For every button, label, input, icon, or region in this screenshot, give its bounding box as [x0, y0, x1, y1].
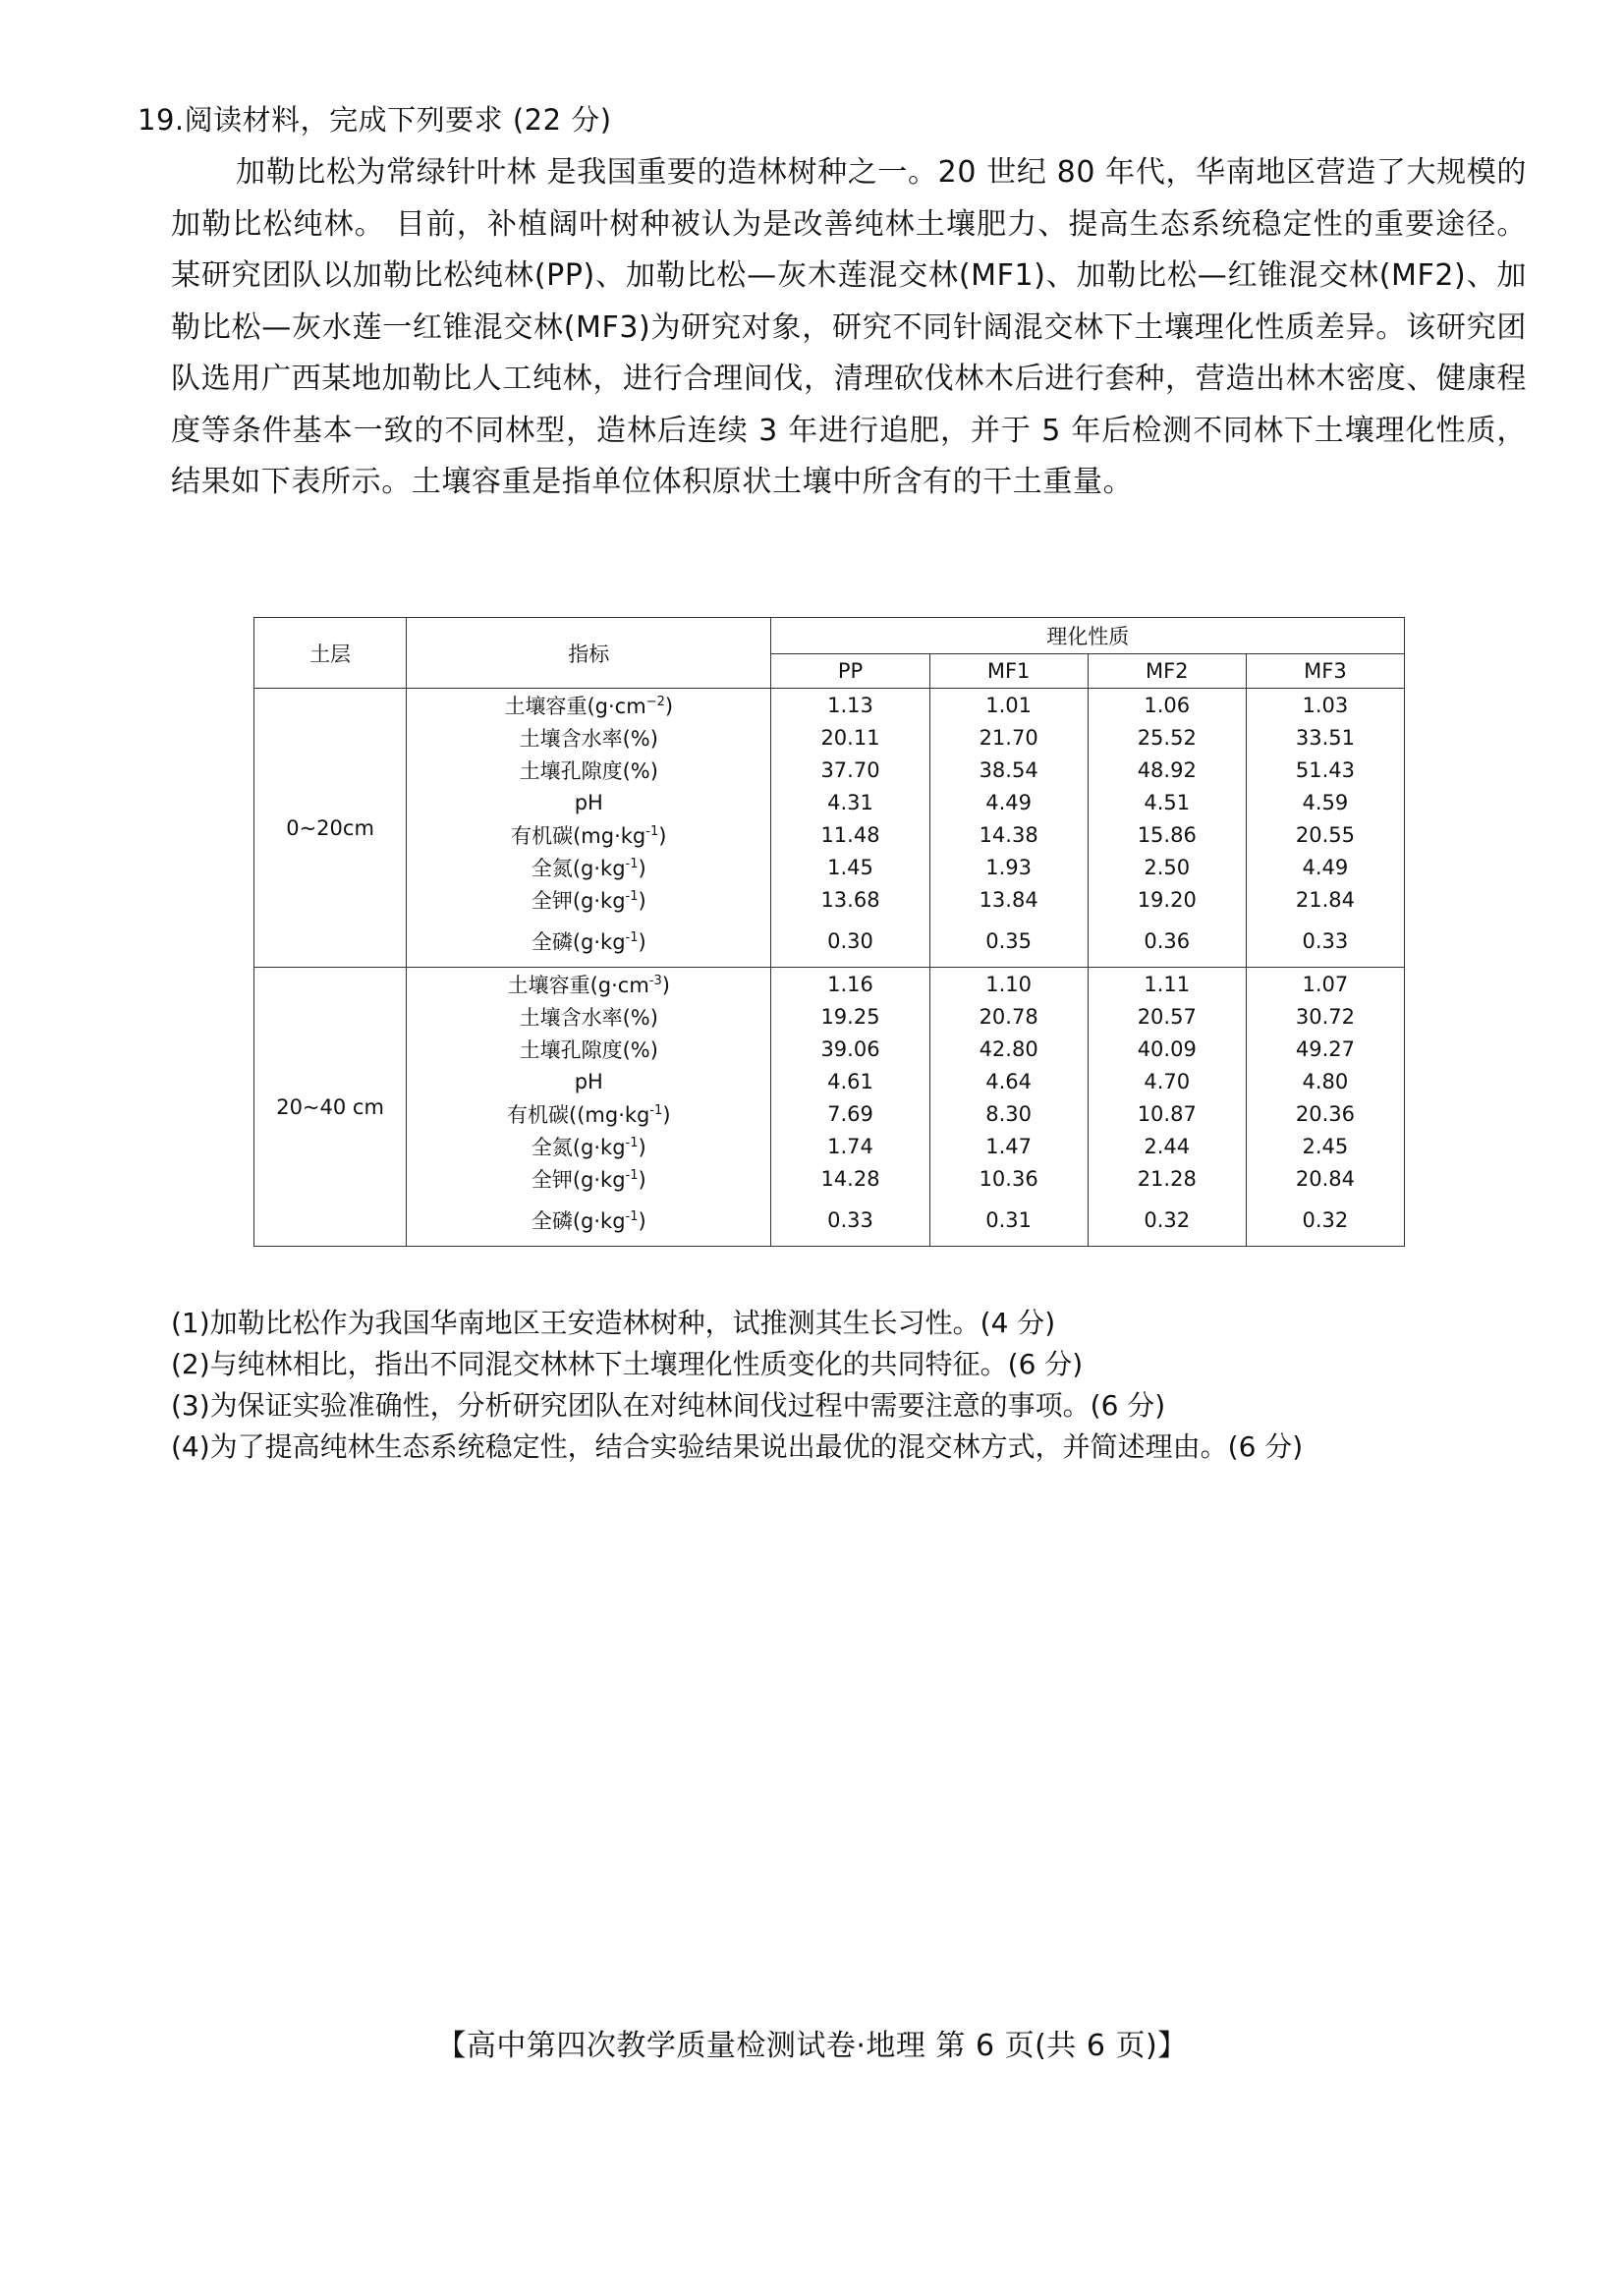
table-row: [254, 851, 1405, 883]
indicator-name: 全钾(g·kg: [531, 1167, 626, 1192]
value-cell-pp: 1.74: [771, 1130, 929, 1162]
value-cell-mf1: 1.01: [929, 689, 1088, 722]
value-cell-pp: 11.48: [771, 818, 929, 851]
indicator-unit-close: ): [638, 1209, 646, 1233]
value-cell-mf2: 10.87: [1088, 1097, 1246, 1130]
header-group: 理化性质: [771, 618, 1405, 654]
value-cell-mf1: 4.64: [929, 1065, 1088, 1097]
table-body: [254, 689, 1405, 1247]
value-cell-mf2: 20.57: [1088, 1000, 1246, 1033]
indicator-cell: [407, 968, 771, 1001]
layer-cell: 20~40 cm: [254, 968, 407, 1247]
indicator-name: 全磷(g·kg: [531, 930, 626, 954]
value-cell-mf2: 2.50: [1088, 851, 1246, 883]
value-cell-mf3: 1.07: [1246, 968, 1404, 1001]
table-row: [254, 1195, 1405, 1247]
header-col-mf2: MF2: [1088, 654, 1246, 689]
value-cell-mf3: 20.84: [1246, 1162, 1404, 1195]
value-cell-mf3: 21.84: [1246, 883, 1404, 916]
indicator-unit-close: ): [638, 888, 646, 913]
value-cell-mf2: 48.92: [1088, 754, 1246, 786]
header-layer: 土层: [254, 618, 407, 689]
question-list: [171, 1303, 1303, 1468]
value-cell-mf3: 4.49: [1246, 851, 1404, 883]
value-cell-mf3: 4.59: [1246, 786, 1404, 818]
value-cell-pp: 19.25: [771, 1000, 929, 1033]
indicator-unit-exponent: -1: [625, 1167, 639, 1183]
value-cell-mf2: 0.32: [1088, 1195, 1246, 1247]
value-cell-mf1: 38.54: [929, 754, 1088, 786]
indicator-name: 土壤含水率(%): [519, 1005, 658, 1030]
table-row: [254, 689, 1405, 722]
question-item-4: (4)为了提高纯林生态系统稳定性，结合实验结果说出最优的混交林方式，并简述理由。(6 分): [171, 1430, 1304, 1463]
indicator-unit-close: ): [638, 1135, 646, 1159]
value-cell-mf2: 4.51: [1088, 786, 1246, 818]
indicator-name: pH: [574, 1069, 603, 1093]
value-cell-mf3: 49.27: [1246, 1033, 1404, 1065]
value-cell-mf1: 14.38: [929, 818, 1088, 851]
value-cell-mf2: 21.28: [1088, 1162, 1246, 1195]
value-cell-pp: 1.13: [771, 689, 929, 722]
value-cell-mf1: 0.35: [929, 916, 1088, 968]
value-cell-pp: 4.31: [771, 786, 929, 818]
table-row: [254, 1162, 1405, 1195]
indicator-unit-exponent: -1: [625, 1135, 639, 1150]
value-cell-mf1: 1.93: [929, 851, 1088, 883]
value-cell-pp: 0.33: [771, 1195, 929, 1247]
indicator-unit-exponent: -1: [625, 856, 639, 871]
indicator-name: 全氮(g·kg: [531, 1135, 626, 1159]
indicator-cell: [407, 851, 771, 883]
indicator-cell: [407, 1195, 771, 1247]
indicator-cell: [407, 689, 771, 722]
header-col-mf1: MF1: [929, 654, 1088, 689]
indicator-cell: [407, 1033, 771, 1065]
value-cell-pp: 37.70: [771, 754, 929, 786]
indicator-name: 有机碳((mg·kg: [507, 1102, 650, 1127]
indicator-unit-exponent: -1: [625, 888, 639, 904]
indicator-unit-exponent: -1: [625, 1209, 639, 1224]
table-row: [254, 818, 1405, 851]
value-cell-mf1: 1.47: [929, 1130, 1088, 1162]
indicator-cell: [407, 883, 771, 916]
indicator-name: 土壤容重(g·cm: [504, 694, 646, 718]
indicator-unit-close: ): [638, 1167, 646, 1192]
question-item-3: (3)为保证实验准确性，分析研究团队在对纯林间伐过程中需要注意的事项。(6 分): [171, 1389, 1166, 1422]
value-cell-mf2: 0.36: [1088, 916, 1246, 968]
indicator-unit-exponent: -1: [625, 930, 639, 945]
table-row: [254, 883, 1405, 916]
value-cell-mf3: 2.45: [1246, 1130, 1404, 1162]
table-row: [254, 1130, 1405, 1162]
value-cell-mf3: 0.32: [1246, 1195, 1404, 1247]
value-cell-pp: 20.11: [771, 721, 929, 754]
indicator-name: 全钾(g·kg: [531, 888, 626, 913]
indicator-unit-exponent: −2: [645, 694, 665, 709]
table-row: [254, 754, 1405, 786]
value-cell-mf2: 1.06: [1088, 689, 1246, 722]
indicator-name: 土壤容重(g·cm: [507, 973, 649, 997]
value-cell-pp: 7.69: [771, 1097, 929, 1130]
value-cell-mf1: 1.10: [929, 968, 1088, 1001]
value-cell-mf1: 42.80: [929, 1033, 1088, 1065]
value-cell-mf1: 10.36: [929, 1162, 1088, 1195]
indicator-name: 全氮(g·kg: [531, 856, 626, 880]
value-cell-mf3: 51.43: [1246, 754, 1404, 786]
value-cell-mf2: 19.20: [1088, 883, 1246, 916]
indicator-unit-exponent: -1: [649, 1102, 663, 1118]
indicator-name: 全磷(g·kg: [531, 1209, 626, 1233]
indicator-name: 土壤孔隙度(%): [519, 1037, 658, 1062]
value-cell-mf1: 0.31: [929, 1195, 1088, 1247]
indicator-cell: [407, 818, 771, 851]
indicator-unit-close: ): [664, 694, 674, 718]
indicator-cell: [407, 1162, 771, 1195]
value-cell-pp: 39.06: [771, 1033, 929, 1065]
value-cell-pp: 4.61: [771, 1065, 929, 1097]
table-row: [254, 1065, 1405, 1097]
indicator-unit-exponent: -3: [648, 973, 662, 988]
indicator-cell: [407, 1130, 771, 1162]
table-row: [254, 916, 1405, 968]
value-cell-mf2: 25.52: [1088, 721, 1246, 754]
value-cell-mf1: 4.49: [929, 786, 1088, 818]
value-cell-mf2: 1.11: [1088, 968, 1246, 1001]
indicator-unit-close: ): [662, 1102, 671, 1127]
indicator-cell: [407, 1065, 771, 1097]
table-row: [254, 721, 1405, 754]
indicator-cell: [407, 1097, 771, 1130]
value-cell-mf2: 40.09: [1088, 1033, 1246, 1065]
indicator-name: 土壤孔隙度(%): [519, 758, 658, 783]
table-row: [254, 1033, 1405, 1065]
value-cell-mf2: 15.86: [1088, 818, 1246, 851]
indicator-unit-close: ): [638, 856, 646, 880]
indicator-unit-close: ): [658, 823, 667, 848]
value-cell-mf3: 20.36: [1246, 1097, 1404, 1130]
indicator-cell: [407, 721, 771, 754]
question-title: 19.阅读材料，完成下列要求 (22 分): [138, 103, 612, 137]
indicator-cell: [407, 754, 771, 786]
header-col-pp: PP: [771, 654, 929, 689]
indicator-name: pH: [574, 790, 603, 814]
value-cell-mf1: 20.78: [929, 1000, 1088, 1033]
value-cell-mf1: 21.70: [929, 721, 1088, 754]
table-row: [254, 1000, 1405, 1033]
value-cell-mf1: 13.84: [929, 883, 1088, 916]
header-col-mf3: MF3: [1246, 654, 1404, 689]
layer-cell: 0~20cm: [254, 689, 407, 968]
indicator-unit-close: ): [661, 973, 670, 997]
value-cell-mf3: 20.55: [1246, 818, 1404, 851]
value-cell-mf2: 2.44: [1088, 1130, 1246, 1162]
question-item-1: (1)加勒比松作为我国华南地区王安造林树种，试推测其生长习性。(4 分): [171, 1307, 1056, 1339]
value-cell-mf3: 33.51: [1246, 721, 1404, 754]
soil-properties-table: [253, 617, 1405, 1247]
table-row: [254, 1097, 1405, 1130]
value-cell-mf2: 4.70: [1088, 1065, 1246, 1097]
indicator-cell: [407, 916, 771, 968]
value-cell-pp: 1.16: [771, 968, 929, 1001]
indicator-cell: [407, 786, 771, 818]
value-cell-mf1: 8.30: [929, 1097, 1088, 1130]
value-cell-pp: 14.28: [771, 1162, 929, 1195]
value-cell-pp: 13.68: [771, 883, 929, 916]
indicator-unit-exponent: -1: [645, 823, 659, 839]
question-intro: 加勒比松为常绿针叶林 是我国重要的造林树种之一。20 世纪 80 年代，华南地区营造了大规模的加勒比松纯林。 目前，补植阔叶树种被认为是改善纯林土壤肥力、提高生态系统稳定性的重要途径。某研究团队以加勒比松纯林(PP)、加勒比松—灰木莲混交林(MF1)、加勒比松—红锥混交林(MF2)、加勒比松—灰水莲一红锥混交林(MF3)为研究对象，研究不同针阔混交林下土壤理化性质差异。该研究团队选用广西某地加勒比人工纯林，进行合理间伐，清理砍伐林木后进行套种，营造出林木密度、健康程度等条件基本一致的不同林型，造林后连续 3 年进行追肥，并于 5 年后检测不同林下土壤理化性质，结果如下表所示。土壤容重是指单位体积原状土壤中所含有的干土重量。: [171, 155, 1527, 499]
value-cell-mf3: 1.03: [1246, 689, 1404, 722]
value-cell-mf3: 30.72: [1246, 1000, 1404, 1033]
indicator-unit-close: ): [638, 930, 646, 954]
value-cell-pp: 0.30: [771, 916, 929, 968]
table-row: [254, 968, 1405, 1001]
value-cell-mf3: 4.80: [1246, 1065, 1404, 1097]
table-row: [254, 786, 1405, 818]
indicator-cell: [407, 1000, 771, 1033]
value-cell-mf3: 0.33: [1246, 916, 1404, 968]
header-indicator: 指标: [407, 618, 771, 689]
question-item-2: (2)与纯林相比，指出不同混交林林下土壤理化性质变化的共同特征。(6 分): [171, 1348, 1084, 1380]
page-footer: 【高中第四次教学质量检测试卷·地理 第 6 页(共 6 页)】: [436, 2029, 1188, 2063]
value-cell-pp: 1.45: [771, 851, 929, 883]
indicator-name: 有机碳(mg·kg: [511, 823, 646, 848]
indicator-name: 土壤含水率(%): [519, 726, 658, 751]
